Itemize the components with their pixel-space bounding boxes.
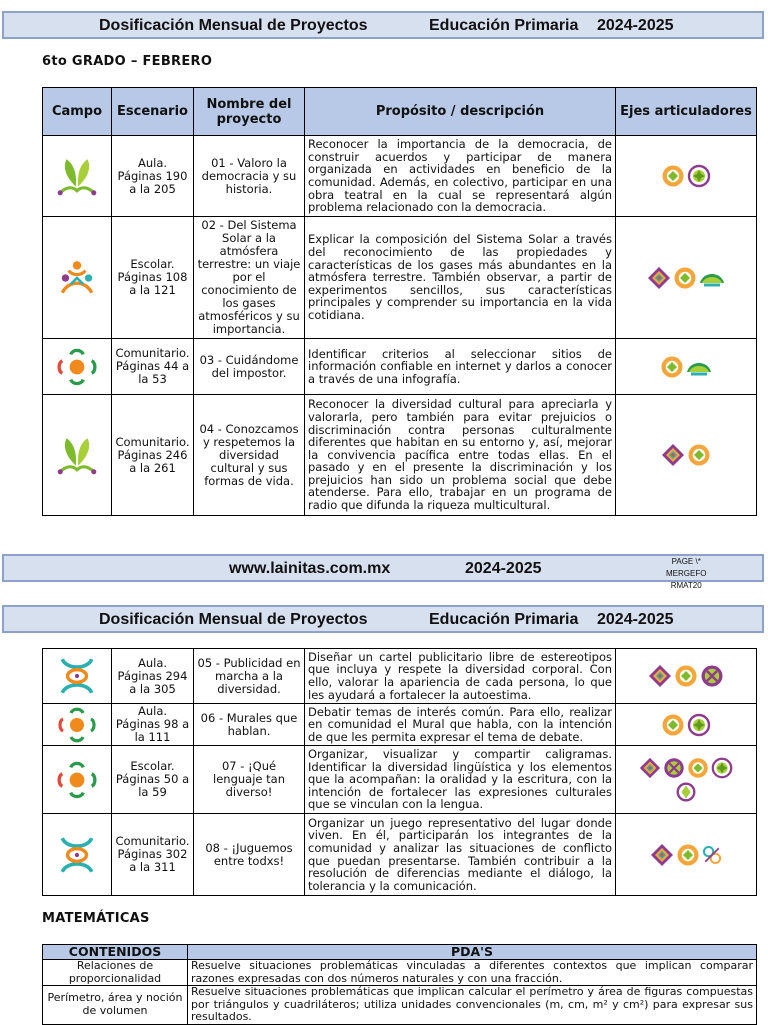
escenario-cell: Escolar. Páginas 50 a la 59 bbox=[112, 746, 194, 814]
etica-naturaleza-icon bbox=[56, 434, 98, 476]
escenario-cell: Comunitario. Páginas 44 a la 53 bbox=[112, 339, 194, 395]
ejes-cell bbox=[616, 814, 757, 896]
math-section-title: MATEMÁTICAS bbox=[42, 911, 150, 926]
saberes-pensamiento-cientifico-icon bbox=[56, 257, 98, 299]
column-header-nombre: Nombre del proyecto bbox=[194, 88, 305, 136]
inclusion-icon bbox=[660, 442, 686, 468]
lectura-icon bbox=[701, 842, 723, 868]
nombre-cell: 08 - ¡Juguemos entre todxs! bbox=[194, 814, 305, 896]
nombre-cell: 04 - Conozcamos y respetemos la diversidad cultural y sus formas de vida. bbox=[194, 395, 305, 516]
pensamiento-critico-icon bbox=[686, 756, 710, 780]
column-header-contenidos: CONTENIDOS bbox=[43, 945, 188, 960]
footer-website: www.lainitas.com.mx bbox=[229, 560, 391, 577]
table-row bbox=[43, 649, 757, 704]
escenario-cell: Aula. Páginas 98 a la 111 bbox=[112, 704, 194, 746]
pensamiento-critico-icon bbox=[673, 663, 699, 689]
escenario-cell: Aula. Páginas 294 a la 305 bbox=[112, 649, 194, 704]
igualdad-genero-icon bbox=[662, 756, 686, 780]
pensamiento-critico-icon bbox=[660, 712, 686, 738]
etica-naturaleza-icon bbox=[56, 155, 98, 197]
header-title: Dosificación Mensual de Proyectos bbox=[99, 611, 368, 628]
header-level: Educación Primaria bbox=[429, 17, 579, 34]
proposito-cell: Reconocer la importancia de la democracia, de construir acuerdos y participar de manera organizada en actividades en beneficio de la comunidad. Además, en colectivo, participar en una obra teatral en la cual se representará algún problema relacionado con la democracia. bbox=[305, 136, 616, 217]
campo-cell bbox=[43, 649, 112, 704]
vida-saludable-icon bbox=[686, 163, 712, 189]
column-header-proposito: Propósito / descripción bbox=[305, 88, 616, 136]
nombre-cell: 03 - Cuidándome del impostor. bbox=[194, 339, 305, 395]
artes-experiencias-esteticas-icon bbox=[698, 265, 726, 291]
pensamiento-critico-icon bbox=[672, 265, 698, 291]
lenguajes-icon bbox=[57, 705, 97, 745]
interculturalidad-icon bbox=[674, 780, 698, 804]
nombre-cell: 06 - Murales que hablan. bbox=[194, 704, 305, 746]
de-lo-humano-comunitario-icon bbox=[56, 834, 98, 876]
ejes-cell bbox=[616, 339, 757, 395]
contenido-cell: Perímetro, área y noción de volumen bbox=[43, 986, 188, 1025]
nombre-cell: 01 - Valoro la democracia y su historia. bbox=[194, 136, 305, 217]
campo-cell bbox=[43, 814, 112, 896]
lenguajes-icon bbox=[56, 346, 98, 388]
inclusion-icon bbox=[646, 265, 672, 291]
escenario-cell: Comunitario. Páginas 246 a la 261 bbox=[112, 395, 194, 516]
grade-title: 6to GRADO – FEBRERO bbox=[42, 54, 213, 69]
table-row bbox=[43, 814, 757, 896]
pensamiento-critico-icon bbox=[660, 163, 686, 189]
ejes-cell bbox=[616, 704, 757, 746]
projects-table bbox=[42, 87, 757, 516]
table-row bbox=[43, 704, 757, 746]
projects-table-continued bbox=[42, 648, 757, 896]
table-row bbox=[43, 339, 757, 395]
table-row bbox=[43, 395, 757, 516]
table-row bbox=[43, 217, 757, 339]
contenido-cell: Relaciones de proporcionalidad bbox=[43, 960, 188, 986]
column-header-escenario: Escenario bbox=[112, 88, 194, 136]
header-title: Dosificación Mensual de Proyectos bbox=[99, 17, 368, 34]
footer-year: 2024-2025 bbox=[465, 560, 542, 577]
pensamiento-critico-icon bbox=[686, 442, 712, 468]
vida-saludable-icon bbox=[710, 756, 734, 780]
header-year: 2024-2025 bbox=[597, 611, 674, 628]
header-year: 2024-2025 bbox=[597, 17, 674, 34]
proposito-cell: Diseñar un cartel publicitario libre de estereotipos que incluya y respete la diversidad corporal. Con ello, valorar la apariencia de cada persona, lo que les ayudará a fortalecer la autoestima. bbox=[305, 649, 616, 704]
page-field-code: PAGE \* MERGEFO RMAT20 bbox=[666, 557, 707, 590]
escenario-cell: Comunitario. Páginas 302 a la 311 bbox=[112, 814, 194, 896]
pda-cell: Resuelve situaciones problemáticas vinculadas a diferentes contextos que implican comparar razones expresadas con dos números naturales y con una fracción. bbox=[188, 960, 757, 986]
page-header bbox=[2, 11, 764, 39]
ejes-cell bbox=[616, 136, 757, 217]
page-header bbox=[2, 605, 764, 633]
vida-saludable-icon bbox=[686, 712, 712, 738]
proposito-cell: Explicar la composición del Sistema Solar a través del reconocimiento de las propiedades y características de los gases más abundantes en la atmósfera terrestre. También observar, a partir de experimentos sencillos, sus características principales y comprender su importancia en la vida cotidiana. bbox=[305, 217, 616, 339]
column-header-pdas: PDA'S bbox=[188, 945, 757, 960]
campo-cell bbox=[43, 746, 112, 814]
igualdad-genero-icon bbox=[699, 663, 725, 689]
pensamiento-critico-icon bbox=[659, 354, 685, 380]
proposito-cell: Debatir temas de interés común. Para ello, realizar en comunidad el Mural que habla, con la intención de que les permita expresar el tema de debate. bbox=[305, 704, 616, 746]
page-footer bbox=[2, 554, 764, 590]
ejes-cell bbox=[616, 746, 757, 814]
proposito-cell: Identificar criterios al seleccionar sitios de información confiable en internet y darlos a conocer a través de una infografía. bbox=[305, 339, 616, 395]
campo-cell bbox=[43, 704, 112, 746]
campo-cell bbox=[43, 217, 112, 339]
table-row bbox=[43, 986, 757, 1025]
header-level: Educación Primaria bbox=[429, 611, 579, 628]
inclusion-icon bbox=[638, 756, 662, 780]
campo-cell bbox=[43, 395, 112, 516]
de-lo-humano-comunitario-icon bbox=[56, 655, 98, 697]
proposito-cell: Organizar, visualizar y compartir caligramas. Identificar la diversidad lingüística y los elementos que la acompañan: la oralidad y la escritura, con la intención de fortalecer las expresiones culturales que se vinculan con la lengua. bbox=[305, 746, 616, 814]
lenguajes-icon bbox=[56, 759, 98, 801]
ejes-cell bbox=[616, 217, 757, 339]
escenario-cell: Escolar. Páginas 108 a la 121 bbox=[112, 217, 194, 339]
table-row bbox=[43, 746, 757, 814]
inclusion-icon bbox=[647, 663, 673, 689]
pda-cell: Resuelve situaciones problemáticas que implican calcular el perímetro y área de figuras compuestas por triángulos y cuadriláteros; utiliza unidades convencionales (m, cm, m² y cm²) para expresar sus resultados. bbox=[188, 986, 757, 1025]
escenario-cell: Aula. Páginas 190 a la 205 bbox=[112, 136, 194, 217]
table-row bbox=[43, 136, 757, 217]
campo-cell bbox=[43, 339, 112, 395]
campo-cell bbox=[43, 136, 112, 217]
nombre-cell: 02 - Del Sistema Solar a la atmósfera terrestre: un viaje por el conocimiento de los gases atmosféricos y su importancia. bbox=[194, 217, 305, 339]
table-row bbox=[43, 960, 757, 986]
proposito-cell: Reconocer la diversidad cultural para apreciarla y valorarla, pero también para evitar prejuicios o discriminación contra personas culturalmente diferentes que habitan en su entorno y, así, mejorar la convivencia pacífica entre todas ellas. En el pasado y en el presente la discriminación y los prejuicios han sido un problema social que debe atenderse. Para ello, trabajar en un programa de radio que difunda la riqueza multicultural. bbox=[305, 395, 616, 516]
ejes-cell bbox=[616, 395, 757, 516]
nombre-cell: 05 - Publicidad en marcha a la diversidad. bbox=[194, 649, 305, 704]
column-header-campo: Campo bbox=[43, 88, 112, 136]
artes-experiencias-esteticas-icon bbox=[685, 354, 713, 380]
nombre-cell: 07 - ¡Qué lenguaje tan diverso! bbox=[194, 746, 305, 814]
proposito-cell: Organizar un juego representativo del lugar donde viven. En él, participarán los integrantes de la comunidad y analizar las situaciones de conflicto que puedan presentarse. También contribuir a la resolución de diferencias mediante el diálogo, la tolerancia y la comunicación. bbox=[305, 814, 616, 896]
ejes-cell bbox=[616, 649, 757, 704]
column-header-ejes: Ejes articuladores bbox=[616, 88, 757, 136]
pensamiento-critico-icon bbox=[675, 842, 701, 868]
math-table bbox=[42, 944, 757, 1025]
inclusion-icon bbox=[649, 842, 675, 868]
